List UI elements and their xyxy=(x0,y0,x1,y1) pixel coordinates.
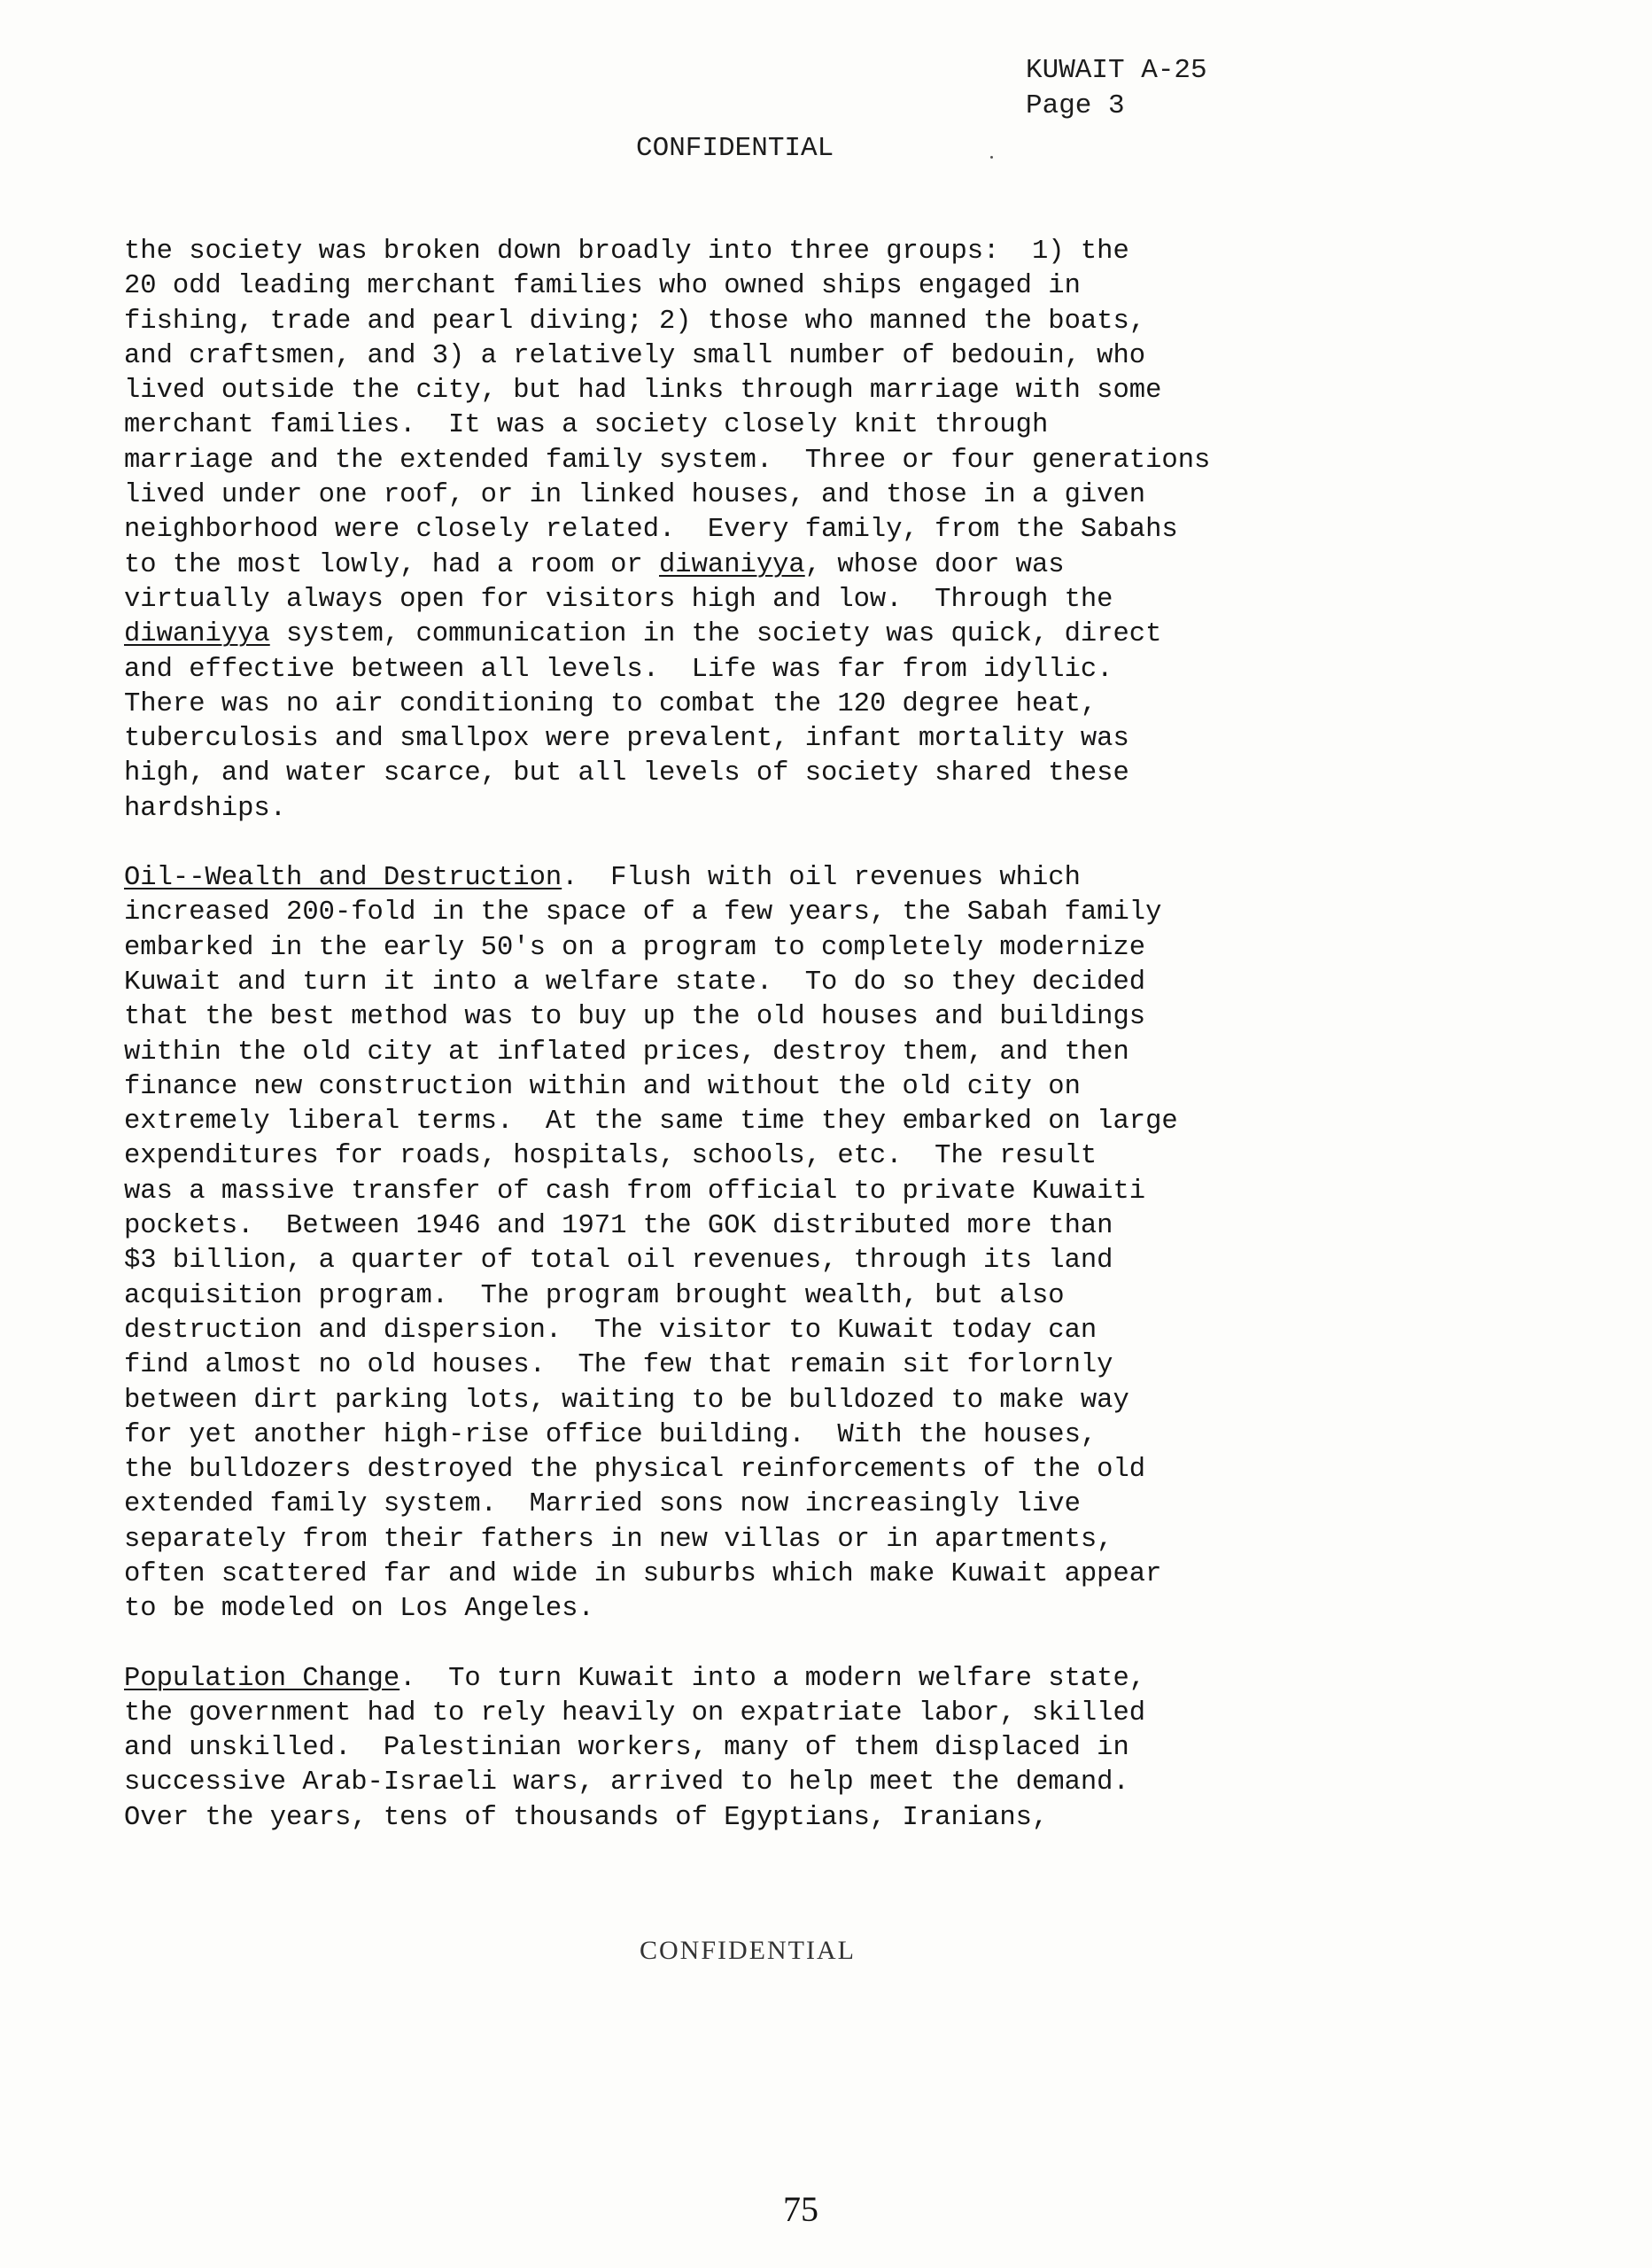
text-line: extremely liberal terms. At the same time they embarked on large xyxy=(124,1107,1178,1138)
classification-top: CONFIDENTIAL xyxy=(636,133,834,164)
text-line: within the old city at inflated prices, destroy them, and then xyxy=(124,1037,1129,1068)
text-line xyxy=(124,617,1541,652)
text-line: expenditures for roads, hospitals, schools, etc. The result xyxy=(124,1141,1097,1172)
paragraph-population-change xyxy=(124,1662,1541,1836)
text-line: lived under one roof, or in linked houses, and those in a given xyxy=(124,480,1146,511)
text-segment: system, communication in the society was quick, direct xyxy=(269,619,1162,650)
text-line: 20 odd leading merchant families who owned ships engaged in xyxy=(124,271,1081,302)
text-line: fishing, trade and pearl diving; 2) those who manned the boats, xyxy=(124,306,1146,337)
text-line: find almost no old houses. The few that remain sit forlornly xyxy=(124,1350,1113,1381)
text-line: hardships. xyxy=(124,793,287,824)
section-heading-population-change: Population Change xyxy=(124,1663,400,1694)
paragraph-oil-wealth xyxy=(124,861,1541,1627)
text-line: neighborhood were closely related. Every family, from the Sabahs xyxy=(124,515,1178,546)
text-line: embarked in the early 50's on a program to completely modernize xyxy=(124,932,1146,963)
text-line: to be modeled on Los Angeles. xyxy=(124,1594,594,1625)
section-heading-oil-wealth: Oil--Wealth and Destruction xyxy=(124,863,562,894)
text-line: and effective between all levels. Life was far from idyllic. xyxy=(124,654,1113,685)
text-line xyxy=(124,1662,1541,1697)
text-line: high, and water scarce, but all levels of society shared these xyxy=(124,758,1129,789)
document-body xyxy=(124,235,1541,1870)
text-line: extended family system. Married sons now increasingly live xyxy=(124,1489,1081,1520)
classification-bottom: CONFIDENTIAL xyxy=(640,1936,856,1965)
text-line: often scattered far and wide in suburbs which make Kuwait appear xyxy=(124,1558,1162,1589)
text-line: the government had to rely heavily on expatriate labor, skilled xyxy=(124,1697,1146,1728)
text-line xyxy=(124,861,1541,896)
text-segment: . Flush with oil revenues which xyxy=(562,863,1081,894)
text-line: and craftsmen, and 3) a relatively small number of bedouin, who xyxy=(124,340,1146,371)
text-line: was a massive transfer of cash from official to private Kuwaiti xyxy=(124,1176,1146,1207)
text-segment: . To turn Kuwait into a modern welfare state, xyxy=(399,1663,1146,1694)
text-segment: , whose door was xyxy=(804,549,1065,580)
text-line: destruction and dispersion. The visitor to Kuwait today can xyxy=(124,1315,1097,1346)
page-label: Page 3 xyxy=(1026,90,1125,121)
text-line: tuberculosis and smallpox were prevalent, infant mortality was xyxy=(124,724,1129,755)
text-line: Over the years, tens of thousands of Egyptians, Iranians, xyxy=(124,1802,1049,1833)
text-line: marriage and the extended family system. Three or four generations xyxy=(124,445,1211,476)
document-reference: KUWAIT A-25 xyxy=(1026,55,1207,86)
underlined-term-diwaniyya: diwaniyya xyxy=(659,549,805,580)
text-line: Kuwait and turn it into a welfare state. To do so they decided xyxy=(124,967,1146,998)
text-line: and unskilled. Palestinian workers, many of them displaced in xyxy=(124,1733,1129,1764)
text-line: finance new construction within and without the old city on xyxy=(124,1071,1081,1102)
page-number: 75 xyxy=(783,2189,818,2229)
paragraph-society xyxy=(124,235,1541,827)
text-line: increased 200-fold in the space of a few years, the Sabah family xyxy=(124,897,1162,928)
text-line: There was no air conditioning to combat the 120 degree heat, xyxy=(124,688,1097,719)
text-line: that the best method was to buy up the old houses and buildings xyxy=(124,1002,1146,1033)
text-segment: to the most lowly, had a room or xyxy=(124,549,659,580)
text-line: the society was broken down broadly into three groups: 1) the xyxy=(124,237,1129,267)
text-line: merchant families. It was a society closely knit through xyxy=(124,410,1049,441)
text-line: for yet another high-rise office building. With the houses, xyxy=(124,1419,1097,1450)
text-line: the bulldozers destroyed the physical reinforcements of the old xyxy=(124,1455,1146,1486)
document-reference-block xyxy=(1026,53,1207,124)
text-line: between dirt parking lots, waiting to be bulldozed to make way xyxy=(124,1385,1129,1416)
text-line xyxy=(124,548,1541,583)
scan-speck xyxy=(990,156,993,159)
text-line: successive Arab-Israeli wars, arrived to help meet the demand. xyxy=(124,1767,1129,1798)
underlined-term-diwaniyya: diwaniyya xyxy=(124,619,270,650)
text-line: pockets. Between 1946 and 1971 the GOK distributed more than xyxy=(124,1211,1113,1242)
text-line: acquisition program. The program brought wealth, but also xyxy=(124,1280,1065,1311)
text-line: lived outside the city, but had links through marriage with some xyxy=(124,376,1162,407)
text-line: virtually always open for visitors high and low. Through the xyxy=(124,584,1113,615)
text-line: $3 billion, a quarter of total oil revenues, through its land xyxy=(124,1246,1113,1277)
text-line: separately from their fathers in new villas or in apartments, xyxy=(124,1524,1113,1555)
